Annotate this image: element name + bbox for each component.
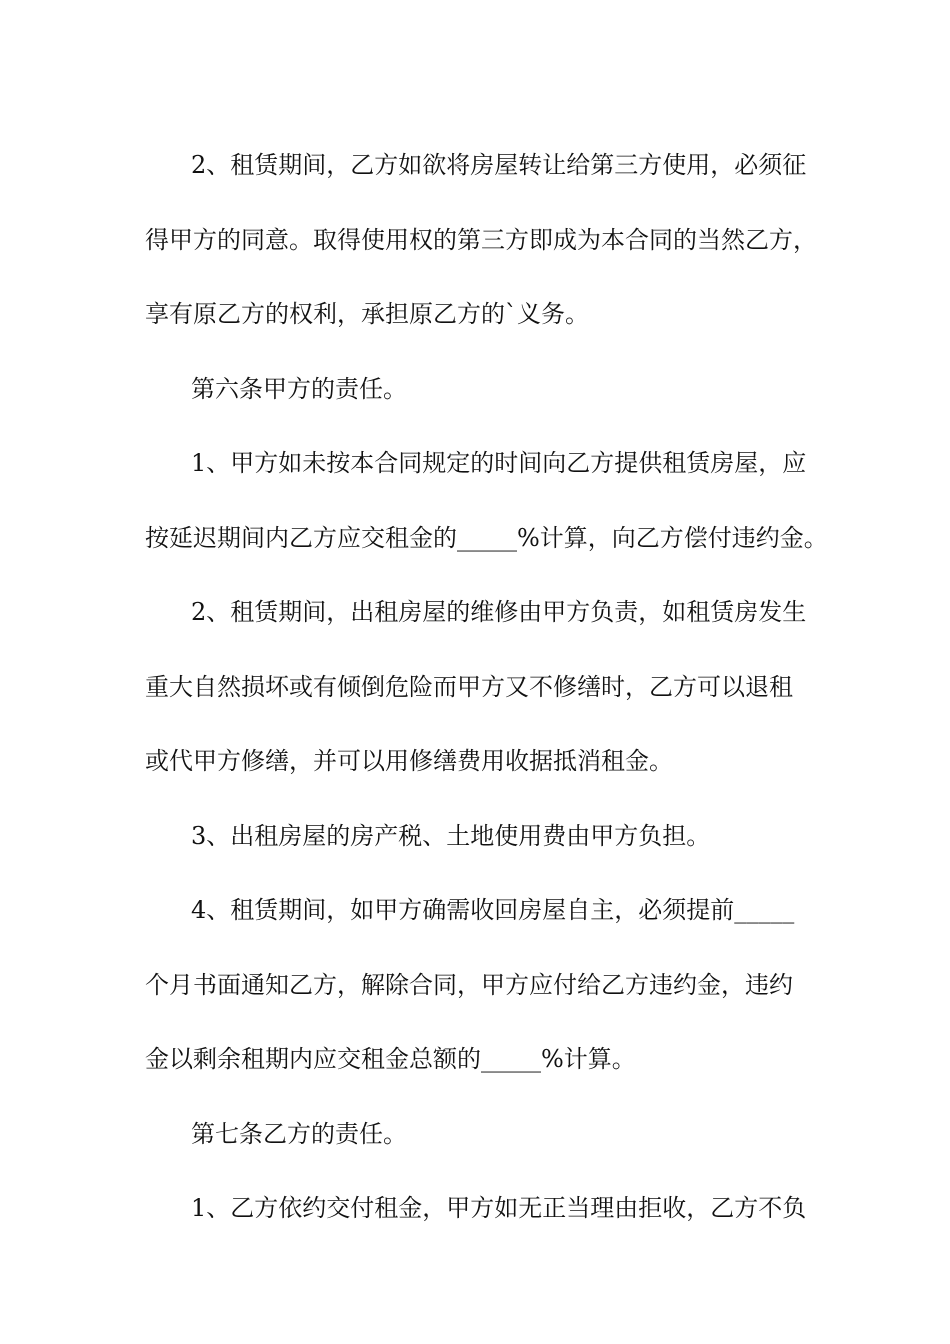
paragraph-6-1-line-1: 1、甲方如未按本合同规定的时间向乙方提供租赁房屋，应 xyxy=(191,449,807,477)
article-6-heading: 第六条甲方的责任。 xyxy=(191,374,407,403)
paragraph-6-1-line-2: 按延迟期间内乙方应交租金的_____%计算，向乙方偿付违约金。 xyxy=(145,523,828,552)
paragraph-6-2-line-3: 或代甲方修缮，并可以用修缮费用收据抵消租金。 xyxy=(145,747,673,775)
paragraph-clause-2-line-2: 得甲方的同意。取得使用权的第三方即成为本合同的当然乙方， xyxy=(145,225,817,254)
paragraph-6-4-line-3: 金以剩余租期内应交租金总额的_____%计算。 xyxy=(145,1045,636,1073)
article-7-heading: 第七条乙方的责任。 xyxy=(191,1119,407,1148)
paragraph-clause-2-line-3: 享有原乙方的权利，承担原乙方的`义务。 xyxy=(145,300,589,328)
paragraph-7-1-line-1: 1、乙方依约交付租金，甲方如无正当理由拒收，乙方不负 xyxy=(191,1194,807,1222)
paragraph-clause-2-line-1: 2、租赁期间，乙方如欲将房屋转让给第三方使用，必须征 xyxy=(191,151,807,179)
document-body xyxy=(145,128,828,1246)
paragraph-6-3: 3、出租房屋的房产税、土地使用费由甲方负担。 xyxy=(191,821,711,850)
paragraph-6-2-line-2: 重大自然损坏或有倾倒危险而甲方又不修缮时，乙方可以退租 xyxy=(145,672,793,701)
paragraph-6-2-line-1: 2、租赁期间，出租房屋的维修由甲方负责，如租赁房发生 xyxy=(191,598,807,626)
paragraph-6-4-line-2: 个月书面通知乙方，解除合同，甲方应付给乙方违约金，违约 xyxy=(145,970,793,999)
paragraph-6-4-line-1: 4、租赁期间，如甲方确需收回房屋自主，必须提前_____ xyxy=(191,896,795,924)
